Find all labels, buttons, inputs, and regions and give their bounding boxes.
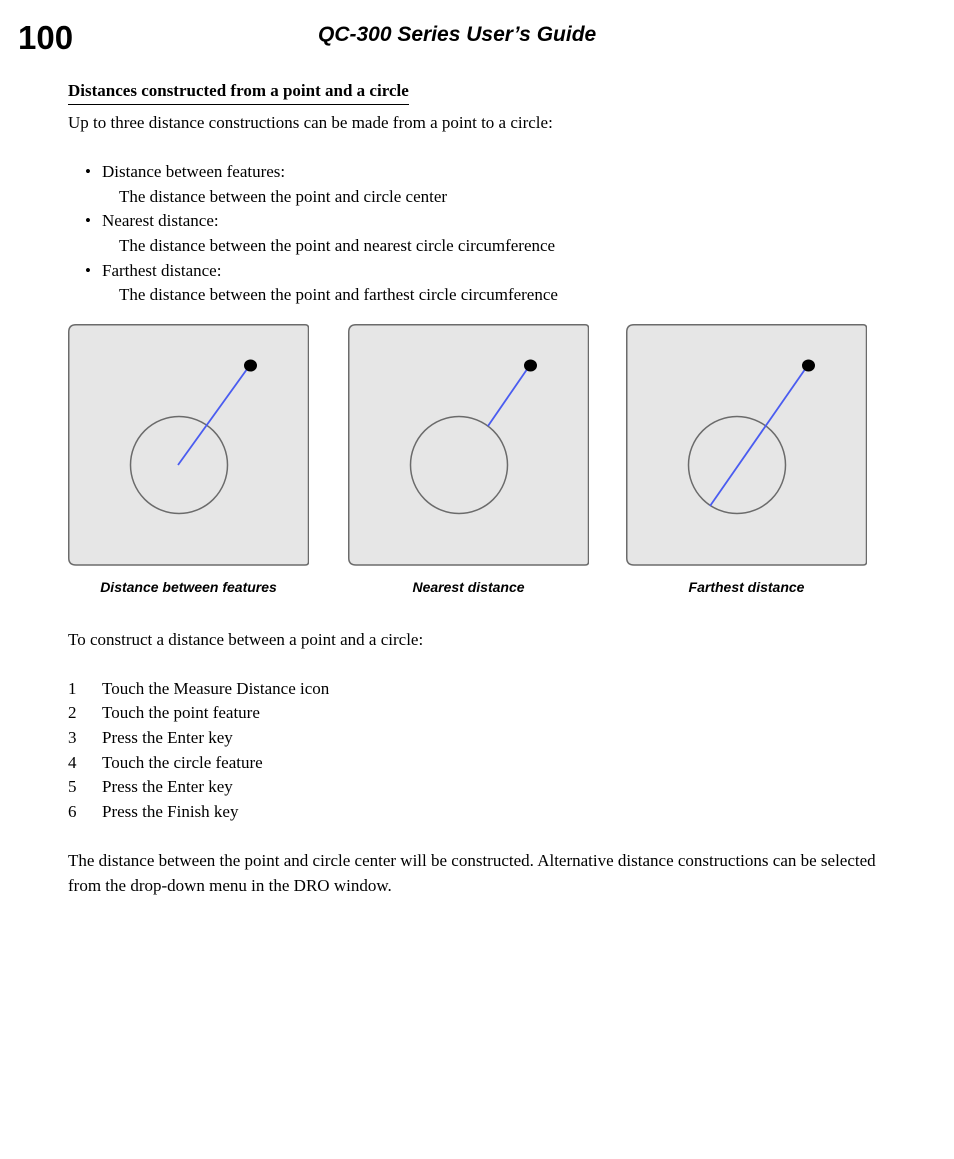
closing-paragraph: The distance between the point and circle center will be constructed. Alternative distance constructions can be selected from the drop-down menu in the DRO window. xyxy=(68,851,876,895)
bullet-item xyxy=(85,160,285,184)
bullet-description: The distance between the point and farthest circle circumference xyxy=(119,285,558,304)
section-heading: Distances constructed from a point and a circle xyxy=(68,79,409,105)
diagram-svg xyxy=(68,324,309,566)
figure-farthest-distance xyxy=(626,324,867,566)
point-feature xyxy=(244,360,257,372)
figure-caption: Distance between features xyxy=(100,579,277,595)
bullet-dot: • xyxy=(85,162,91,181)
step-text: Press the Finish key xyxy=(102,802,239,821)
procedure-step xyxy=(68,751,263,775)
procedure-step xyxy=(68,800,238,824)
procedure-step xyxy=(68,726,233,750)
running-title: QC-300 Series User’s Guide xyxy=(318,23,597,46)
figure-caption: Farthest distance xyxy=(688,579,805,595)
bullet-label: Nearest distance: xyxy=(102,211,219,230)
step-text: Touch the Measure Distance icon xyxy=(102,679,330,698)
bullet-item xyxy=(85,259,221,283)
figure-nearest-distance xyxy=(348,324,589,566)
figure-panel xyxy=(349,325,589,565)
figure-distance-between-features xyxy=(68,324,309,566)
step-text: Press the Enter key xyxy=(102,777,233,796)
figure-panel xyxy=(69,325,309,565)
procedure-step xyxy=(68,677,329,701)
point-feature xyxy=(524,360,537,372)
bullet-description: The distance between the point and nearest circle circumference xyxy=(119,236,556,255)
point-feature xyxy=(802,360,815,372)
step-text: Press the Enter key xyxy=(102,728,233,747)
step-text: Touch the circle feature xyxy=(102,753,263,772)
step-number: 1 xyxy=(68,679,77,698)
step-text: Touch the point feature xyxy=(102,703,260,722)
step-number: 4 xyxy=(68,753,77,772)
bullet-item xyxy=(85,209,219,233)
step-number: 5 xyxy=(68,777,77,796)
bullet-label: Distance between features: xyxy=(102,162,286,181)
bullet-dot: • xyxy=(85,261,91,280)
bullet-dot: • xyxy=(85,211,91,230)
bullet-label: Farthest distance: xyxy=(102,261,222,280)
step-number: 6 xyxy=(68,802,77,821)
procedure-intro: To construct a distance between a point and a circle: xyxy=(68,630,424,649)
figure-caption: Nearest distance xyxy=(412,579,525,595)
step-number: 2 xyxy=(68,703,77,722)
page-number: 100 xyxy=(18,19,74,56)
section-intro: Up to three distance constructions can be made from a point to a circle: xyxy=(68,113,553,132)
step-number: 3 xyxy=(68,728,77,747)
procedure-step xyxy=(68,701,260,725)
diagram-svg xyxy=(348,324,589,566)
procedure-step xyxy=(68,775,233,799)
bullet-description: The distance between the point and circle center xyxy=(119,187,448,206)
figure-panel xyxy=(627,325,867,565)
diagram-svg xyxy=(626,324,867,566)
